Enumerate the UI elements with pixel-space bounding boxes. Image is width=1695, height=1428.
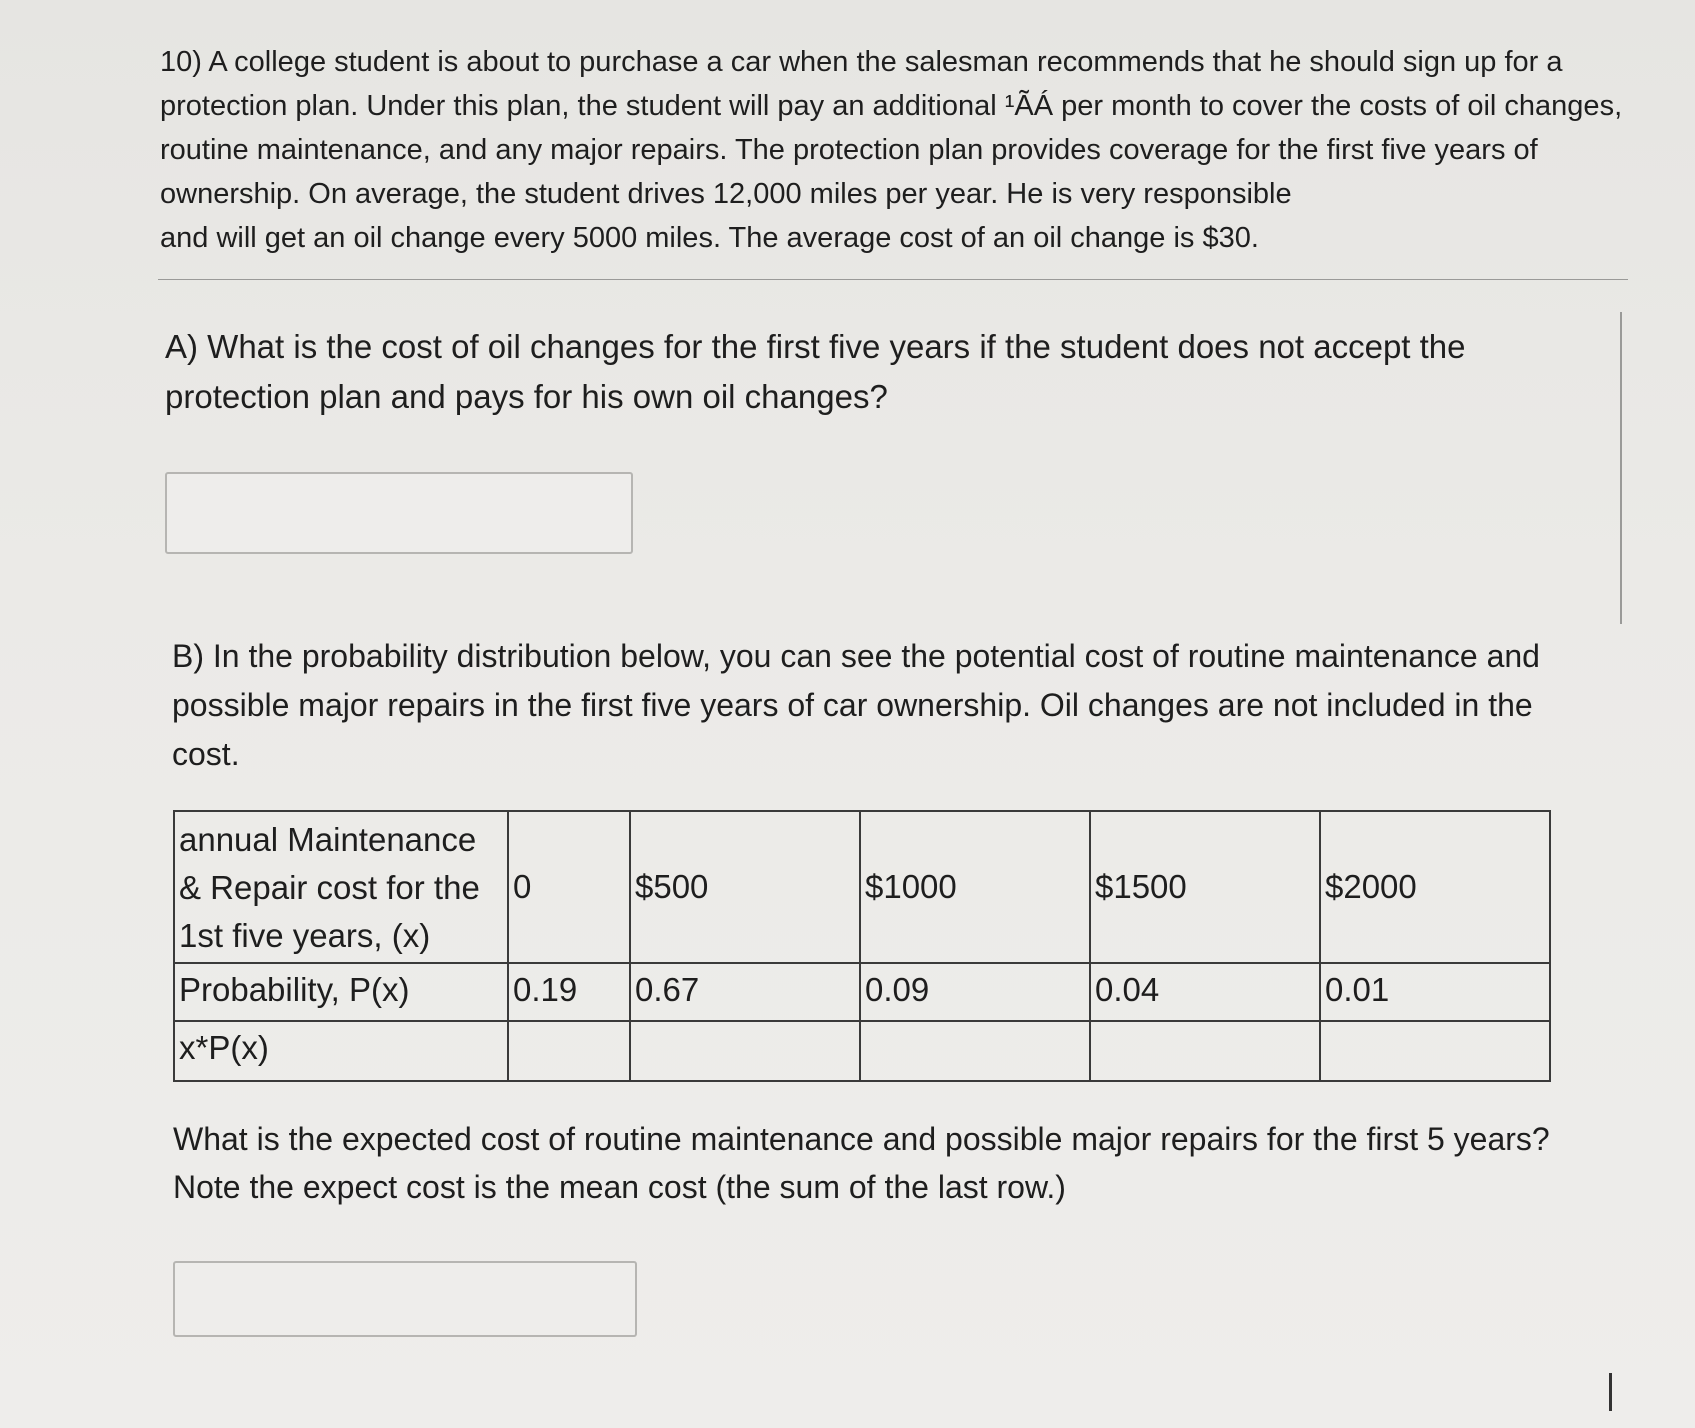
probability-row-label: Probability, P(x) [174,963,508,1021]
table-row-x [174,811,1550,963]
x-label-line-2: & Repair cost for the [179,869,480,906]
xp-input-cell[interactable] [860,1021,1090,1081]
problem-statement-main: 10) A college student is about to purchase a car when the salesman recommends that he should sign up for a protection plan. Under this plan, the student will pay an additional ¹ÃÁ per month to cover the costs of oil changes, routine maintenance, and any major repairs. The protection plan provides coverage for the first five years of ownership. On average, the student drives 12,000 miles per year. He is very responsible [160,46,1623,210]
probability-cell: 0.04 [1090,963,1320,1021]
xp-input-cell[interactable] [1090,1021,1320,1081]
probability-distribution-table [173,810,1551,1082]
x-value-cell: $1000 [860,811,1090,963]
part-b-answer-box[interactable] [173,1261,637,1337]
x-label-line-3: 1st five years, (x) [179,917,431,954]
part-a-question: A) What is the cost of oil changes for the first five years if the student does not accept the protection plan and pays for his own oil changes? [165,328,1466,415]
problem-statement-end: and will get an oil change every 5000 miles. The average cost of an oil change is $30. [160,222,1259,254]
xp-input-cell[interactable] [508,1021,630,1081]
x-value-cell: $500 [630,811,860,963]
part-b-question: What is the expected cost of routine maintenance and possible major repairs for the first 5 years? Note the expect cost is the mean cost (the sum of the last row.) [173,1121,1550,1205]
probability-cell: 0.01 [1320,963,1550,1021]
right-margin-rule [1620,312,1622,624]
table-row-xp [174,1021,1550,1081]
xp-input-cell[interactable] [1320,1021,1550,1081]
section-divider [158,279,1628,280]
problem-statement [160,40,1650,260]
probability-cell: 0.19 [508,963,630,1021]
part-a-answer-box[interactable] [165,472,633,554]
x-label-line-1: annual Maintenance [179,821,477,858]
probability-cell: 0.09 [860,963,1090,1021]
x-value-cell: $2000 [1320,811,1550,963]
x-value-cell: 0 [508,811,630,963]
part-b-intro: B) In the probability distribution below, you can see the potential cost of routine maintenance and possible major repairs in the first five years of car ownership. Oil changes are not included in the cost. [172,638,1540,772]
x-row-label [174,811,508,963]
xp-input-cell[interactable] [630,1021,860,1081]
x-value-cell: $1500 [1090,811,1320,963]
xp-row-label: x*P(x) [174,1021,508,1081]
table-row-probability [174,963,1550,1021]
probability-cell: 0.67 [630,963,860,1021]
text-cursor-icon [1609,1373,1612,1411]
